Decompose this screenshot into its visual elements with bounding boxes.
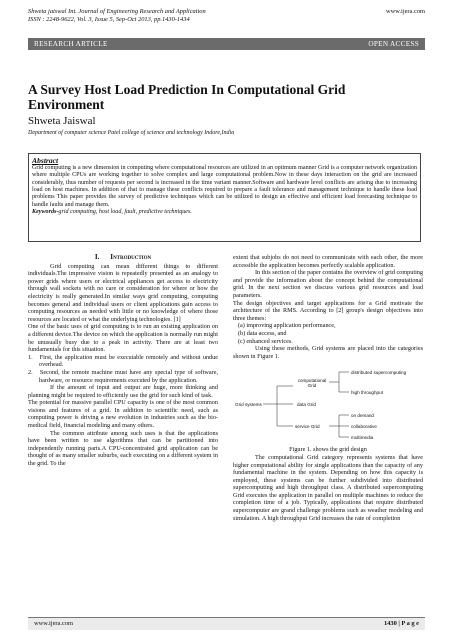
- node-on-demand: on demand: [351, 413, 374, 419]
- journal-line-2: ISSN : 2248-9622, Vol. 3, Issue 5, Sep-Oct 2013, pp.1430-1434: [28, 16, 190, 23]
- open-access-label: OPEN ACCESS: [368, 40, 419, 48]
- intro-paragraph-2: One of the basic uses of grid computing is to run an existing application on a different device.The device on which the application is normally run might be unusually busy due to a peak in activity. There are at least two fundamentals for this situation.: [28, 323, 218, 354]
- list-item-text: First, the application must be executable remotely and without undue overhead.: [39, 353, 218, 369]
- node-data-grid: data Grid: [297, 402, 316, 408]
- list-item-number: 1.: [28, 353, 33, 361]
- right-paragraph-5: The computational Grid category represents systems that have higher computational ability for single applications than the capacity of any fundamental machine in the system. Depending on how this capacity is employed, these systems can be further subdivided into distributed supercomputing and high throughput class. A distributed supercomputing Grid executes the application in parallel on multiple machines to reduce the completion time of a job. Typically, applications that require distributed supercomputer are grand challenge problems such as weather modeling and simulation. A high throughput Grid increases the rate of completion: [233, 453, 423, 522]
- keywords-line: [32, 209, 417, 216]
- right-paragraph-3: The design objectives and target applications for a Grid motivate the architecture of the RMS. According to [2] group's design objectives into three themes:: [233, 299, 423, 322]
- section-heading: [28, 254, 218, 262]
- node-high-throughput: high throughput: [351, 390, 383, 396]
- abstract-heading: Abstract: [32, 156, 59, 165]
- figure-caption: Figure 1. shows the grid design: [289, 446, 367, 454]
- list-item: [28, 354, 218, 369]
- grid-systems-diagram: [233, 364, 423, 446]
- node-computational-grid: computational Grid: [297, 378, 327, 389]
- intro-paragraph-3: If the amount of input and output are huge, more thinking and planning might be required to efficiently use the grid for such kind of task.: [28, 384, 218, 399]
- node-collaborative: collaborative: [351, 424, 377, 430]
- footer-website-link[interactable]: www.ijera.com: [34, 620, 73, 627]
- paper-title: A Survey Host Load Prediction In Computational Grid Environment: [28, 82, 346, 112]
- intro-paragraph-5: The common attribute among such uses is that the applications have been written to use algorithms that can be partitioned into independently running parts.A CPU-concentrated grid application can be thought of as many smaller suburbs, each executing on a different system in the grid. To the: [28, 429, 218, 468]
- left-column: [28, 254, 218, 468]
- service-branch-lines: [329, 415, 349, 437]
- running-header: [28, 8, 425, 24]
- page-footer: [28, 617, 425, 630]
- root-branch-lines: [263, 386, 293, 426]
- node-grid-systems: Grid systems: [235, 402, 262, 408]
- keywords-text: grid computing, host load, fault, predictive techniques.: [58, 209, 192, 216]
- section-title: Introduction: [110, 253, 152, 261]
- keywords-label: Keywords-: [32, 209, 59, 216]
- author-affiliation: Department of computer science Patel college of science and technology Indore,India: [28, 130, 235, 136]
- list-item-text: Second, the remote machine must have any special type of software, hardware, or resource requirements executed by the application.: [39, 368, 218, 384]
- section-number: I.: [94, 253, 100, 261]
- computational-branch-lines: [329, 372, 349, 392]
- research-article-label: RESEARCH ARTICLE: [34, 40, 108, 48]
- journal-line-1: Shweta jaiswal Int. Journal of Engineering Research and Application: [28, 8, 206, 15]
- abstract-text: Grid computing is a new dimension in computing where computational resources are utilized in an optimum manner Grid is a computer network organization where multiple CPUs are working together to solve complex and large computational problem.Now in these days interaction on the grid are increased considerably, thus number of requests per second is increased in the time variant manner.Software and hardware level conflicts are arising due to increasing load on host machines. In addition of that to manage these conflicts required to prepare a fault tolerance and management technique to handle these load problems This paper provides the survey of predictive techniques which can be utilized to design an effective and efficient load forecasting technique to handle faults and manage them.: [32, 165, 417, 208]
- abstract-box: [28, 153, 421, 242]
- author-name: Shweta Jaiswal: [28, 115, 96, 127]
- node-service-grid: service Grid: [295, 424, 320, 430]
- right-paragraph-4: Using these methods, Grid systems are placed into the categories shown in Figure 1.: [233, 345, 423, 360]
- intro-paragraph-1: Grid computing can mean different things to different individuals.The impressive vision is repeatedly presented as an analogy to power grids where users or electrical appliances get access to electricity through wall sockets with no care or consideration for where or how the electricity is really generated.In similar ways grid computing, computing becomes general and individual users or client applications gain access to computing resources as needed with little or no knowledge of where those resources are located or what the underlying technologies. [1]: [28, 262, 218, 323]
- node-distributed-supercomputing: distributed supercomputing: [351, 370, 407, 376]
- list-item: [28, 369, 218, 384]
- objective-item: (a) improving application performance,: [238, 322, 336, 330]
- journal-website-link[interactable]: www.ijera.com: [386, 8, 425, 15]
- node-multimedia: multimedia: [351, 435, 374, 441]
- list-item-number: 2.: [28, 368, 33, 376]
- right-column: [233, 254, 423, 522]
- right-paragraph-2: In this section of the paper contains the overview of grid computing and provide the information about the concept behind the computational grid. In the next section we discuss various grid resources and load parameters.: [233, 269, 423, 299]
- right-paragraph-1: extent that subjobs do not need to communicate with each other, the more accessible the application becomes perfectly scalable application.: [233, 254, 423, 269]
- objective-item: (c) enhanced services.: [238, 337, 293, 345]
- article-banner: [28, 38, 425, 50]
- objective-item: (b) data access, and: [238, 329, 287, 337]
- page-number: 1430 | P a g e: [384, 620, 419, 627]
- intro-paragraph-4: The potential for massive parallel CPU capacity is one of the most common visions and features of a grid. In addition to scientific need, such as computing power is driving a new evolution in industries such as the bio-medical field, financial modeling and many others.: [28, 399, 218, 430]
